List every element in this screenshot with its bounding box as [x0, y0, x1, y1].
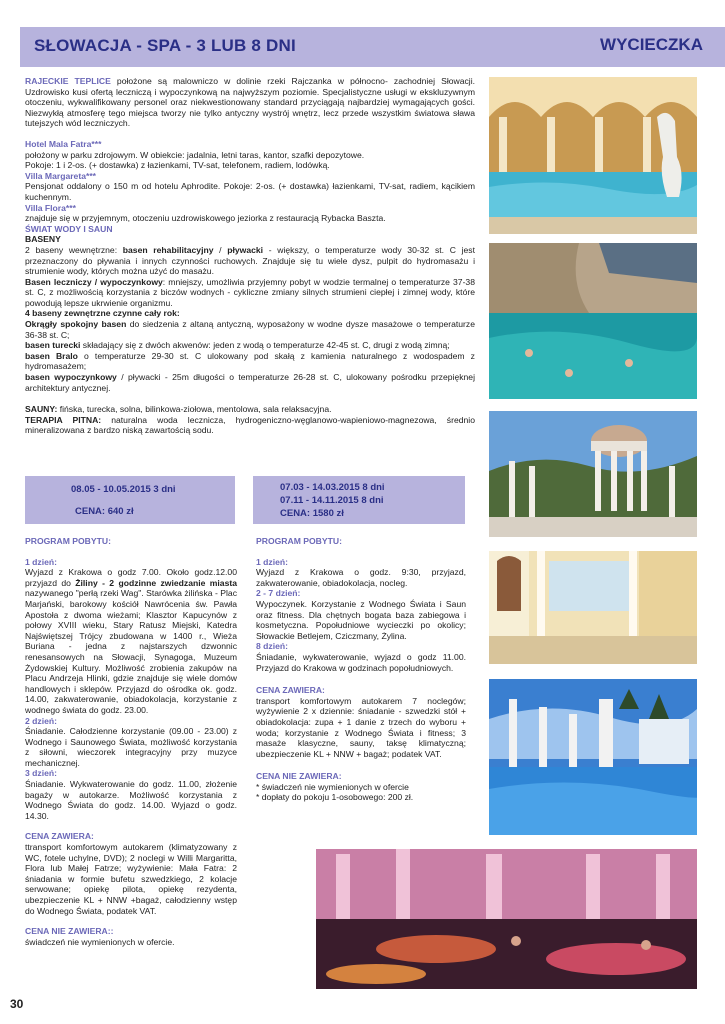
day-3-text: Śniadanie. Wykwaterowanie do godz. 11.00, złożenie bagaży w autokarze. Możliwość korzystania z Wodnego Świata do godz. 14.00. Wyjazd o godz. 14.30.: [25, 779, 237, 821]
villa-margareta-desc: Pensjonat oddalony o 150 m od hotelu Aphrodite. Pokoje: 2-os. (+ dostawka) łazienkami, TV-sat, radiem, kącikiem kuchennym.: [25, 181, 475, 202]
text: Wyjazd z Krakowa o godz 7.00. Około godz.12.00 przyjazd do: [25, 567, 237, 588]
intro-section: [25, 76, 475, 436]
text-bold: Żiliny - 2 godzinne zwiedzanie miasta: [75, 577, 237, 588]
text: do siedzenia z altaną antyczną, wyposażony w wodne dysze masażowe o temperaturze 36-38 st. C;: [25, 319, 475, 340]
town-description: położone są malowniczo w dolinie rzeki Rajczanka w północno- zachodniej Słowacji. Uzdrowisko kusi ofertą leczniczą i wypoczynkową na najwyższym poziomie. Specjalistyczne usługi w ekskluzywnym otoczeniu, wykwalifikowany personel oraz niekwestionowany standard przyciągają najbardziej wymagających gości. Niezwykłą atmosferę tego miejsca tworzy nie tylko antyczny wystrój wnętrz, lecz przede wszystkim światowa sława tutejszych wód leczniczych.: [25, 76, 475, 129]
rock-waterfall-pool-photo: [489, 243, 697, 399]
pool-round: [25, 319, 475, 340]
text-bold: Okrągły spokojny basen: [25, 319, 127, 330]
text: składający się z dwóch akwenów: jeden z wodą o temperaturze 42-45 st. C, drugi z wodą zimną;: [80, 340, 450, 351]
hotel-mala-fatra-desc: położony w parku zdrojowym. W obiekcie: jadalnia, letni taras, kantor, szafki depozytowe.: [25, 149, 365, 160]
villa-margareta-name: Villa Margareta***: [25, 170, 97, 181]
text: 2 baseny wewnętrzne:: [25, 244, 123, 255]
saunas: [25, 404, 475, 415]
price-dates: 07.03 - 14.03.2015 8 dni: [280, 482, 385, 493]
day-2-7-text: Wypoczynek. Korzystanie z Wodnego Świata i Saun oraz fitness. Dla chętnych bogata baza zabiegowa i kosmetyczna. Popołudniowe wycieczki po okolicy; Słowackie Betlejem, Cziczmany, Żylina.: [256, 598, 466, 641]
excludes-text: świadczeń nie wymienionych w ofercie.: [25, 936, 175, 947]
villa-flora-name: Villa Flora***: [25, 202, 76, 213]
text: nazywanego "perłą rzeki Wag". Starówka żilińska - Plac Marjański, barokowy kościół Nawrócenia św. Pawła Apostoła z dwoma wieżami; Klasztor Kapucynów z połowy XVIII wieku, Stary Ratusz Miejski, Katedra Najświętszej Trójcy zbudowana w 1400 r., Wieża Buriana - jedna z najstarszych dzwonnic renesansowych na Słowacji, Synagoga, Muzeum Żydowskiej Kultury. Możliwość zrobienia zakupów na Placu Andrzeja Hlinki, gdzie znajduje się wiele domów handlowych i sklepów. Przyjazd do ośrodka ok. godz. 14.00, zakwaterowanie, obiadokolacja, korzystanie z wodnego świata do godz. 23.00.: [25, 588, 237, 715]
price-box-8-days: [253, 476, 465, 524]
text-bold: Basen leczniczy / wypoczynkowy: [25, 276, 163, 287]
excludes-title: CENA NIE ZAWIERA::: [25, 926, 114, 937]
text: o temperaturze 29-30 st. C ulokowany pod skałą z kamienia naturalnego z wodospadem z hydromasażem;: [25, 350, 475, 372]
hotel-mala-fatra-rooms: Pokoje: 1 i 2-os. (+ dostawka) z łazienkami, TV-sat, telefonem, radiem, lodówką.: [25, 160, 330, 171]
town-name: RAJECKIE TEPLICE: [25, 76, 111, 86]
pool-bralo: [25, 351, 475, 372]
pools-outdoor-title: 4 baseny zewnętrzne czynne cały rok:: [25, 308, 180, 319]
program-title: PROGRAM POBYTU:: [256, 536, 342, 546]
includes-title: CENA ZAWIERA:: [256, 685, 325, 696]
includes-title: CENA ZAWIERA:: [25, 831, 94, 842]
text: /: [213, 244, 228, 255]
text-bold: SAUNY:: [25, 404, 58, 415]
hotel-mala-fatra-name: Hotel Mala Fatra***: [25, 138, 102, 149]
price-value: CENA: 1580 zł: [280, 508, 344, 519]
day-label: 2 - 7 dzień:: [256, 588, 301, 599]
day-1-text: [25, 567, 237, 715]
pool-turkish: [25, 340, 475, 351]
includes-text: transport komfortowym autokarem 7 noclegów; wyżywienie 2 x dziennie: śniadanie - szwedzki stół + obiadokolacja: zupa + 1 danie z trzech do wyboru + woda; korzystanie z Wodnego Świata i fitness; 3 masaże klasyczne, sauny, taksę klimatyczną; ubezpieczenie KL + NNW + bagaż; podatek VAT.: [256, 695, 466, 759]
text-bold: basen rehabilitacyjny: [122, 244, 214, 255]
price-dates: 08.05 - 10.05.2015 3 dni: [71, 484, 176, 495]
text-bold: pływacki: [227, 244, 264, 255]
text-bold: basen turecki: [25, 340, 81, 351]
program-3-days: [25, 536, 237, 947]
text: - większy, o temperaturze wody 30-32 st. C jest przeznaczony do pływania i innych czynności ruchowych. Znajduje się tu wiele dysz, pulpit do hydromasażu i strumienie wody, których można użyć do masażu.: [25, 244, 475, 277]
excludes-title: CENA NIE ZAWIERA:: [256, 771, 342, 782]
text-bold: basen wypoczynkowy: [25, 372, 117, 383]
indoor-pool-photo: [489, 77, 697, 234]
villa-flora-desc: znajduje się w przyjemnym, otoczeniu uzdrowiskowego jeziorka z restauracją Rybacka Baszta.: [25, 213, 386, 224]
page-header: [20, 27, 725, 67]
night-pool-photo: [316, 849, 697, 989]
pools-therapeutic: [25, 277, 475, 309]
rotunda-colonnade-photo: [489, 411, 697, 537]
day-label: 1 dzień:: [25, 556, 57, 567]
page-number: 30: [10, 997, 24, 1011]
text: : mniejszy, umożliwia przyjemny pobyt w wodzie termalnej o temperaturze 37-38 st. C, z możliwością korzystania z biczów wodnych - cykliczne zmiany silnych strumieni ciepłej i zimnej wody, które powodują lepsze ukrwienie organizmu.: [25, 276, 475, 308]
text-bold: TERAPIA PITNA:: [25, 414, 102, 425]
day-label: 2 dzień:: [25, 715, 57, 726]
price-box-3-days: [25, 476, 235, 524]
antique-outdoor-pool-photo: [489, 679, 697, 835]
program-title: PROGRAM POBYTU:: [25, 536, 111, 546]
text-bold: basen Bralo: [25, 350, 78, 361]
water-world-title: ŚWIAT WODY I SAUN: [25, 223, 113, 234]
day-1-text: Wyjazd z Krakowa o godz. 9:30, przyjazd, zakwaterowanie, obiadokolacja, nocleg.: [256, 567, 466, 588]
price-value: CENA: 640 zł: [75, 506, 134, 517]
page-title: SŁOWACJA - SPA - 3 LUB 8 DNI: [34, 36, 296, 55]
category-label: WYCIECZKA: [600, 35, 703, 54]
pools-indoor: [25, 245, 475, 277]
text: / pływacki - 25m długości o temperaturze 26-28 st. C, ulokowany pośrodku przepięknej architektury antycznej.: [25, 372, 475, 393]
drinking-therapy: [25, 415, 475, 436]
text: naturalna woda lecznicza, hydrogeniczno-węglanowo-wapieniowo-magnezowa, średnio mineralizowana z bardzo niską zawartością sodu.: [25, 414, 475, 436]
includes-text: ttransport komfortowym autokarem (klimatyzowany z WC, fotele uchylne, DVD); 2 noclegi w Willi Margaritta, Flora lub Małej Fatrze; wyżywienie: Mała Fatra: 2 śniadania w formie bufetu szwedzkiego, 2 kolacje serwowane; opiekę pilota, opiekę rezydenta, ubezpieczenie KL + NNW +bagaż, całodzienny wstęp do Wodnego Świata, podatek VAT.: [25, 842, 237, 916]
day-8-text: Śniadanie, wykwaterowanie, wyjazd o godz 11.00. Przyjazd do Krakowa w godzinach popołudniowych.: [256, 651, 466, 673]
hall-interior-photo: [489, 551, 697, 664]
pools-title: BASENY: [25, 234, 61, 245]
text: fińska, turecka, solna, bilinkowa-ziołowa, mentolowa, sala relaksacyjna.: [57, 404, 332, 415]
excludes-line: * świadczeń nie wymienionych w ofercie: [256, 781, 409, 792]
pool-relax: [25, 372, 475, 393]
price-dates: 07.11 - 14.11.2015 8 dni: [280, 495, 384, 506]
program-8-days: [256, 536, 466, 803]
day-label: 1 dzień:: [256, 556, 288, 567]
excludes-line: * dopłaty do pokoju 1-osobowego: 200 zł.: [256, 792, 414, 803]
day-label: 8 dzień:: [256, 641, 288, 652]
day-2-text: Śniadanie. Całodzienne korzystanie (09.00 - 23.00) z Wodnego i Saunowego Świata, możliwość korzystania z siłowni, wieczorek integracyjny przy muzyce mechanicznej.: [25, 726, 237, 768]
day-label: 3 dzień:: [25, 768, 57, 779]
